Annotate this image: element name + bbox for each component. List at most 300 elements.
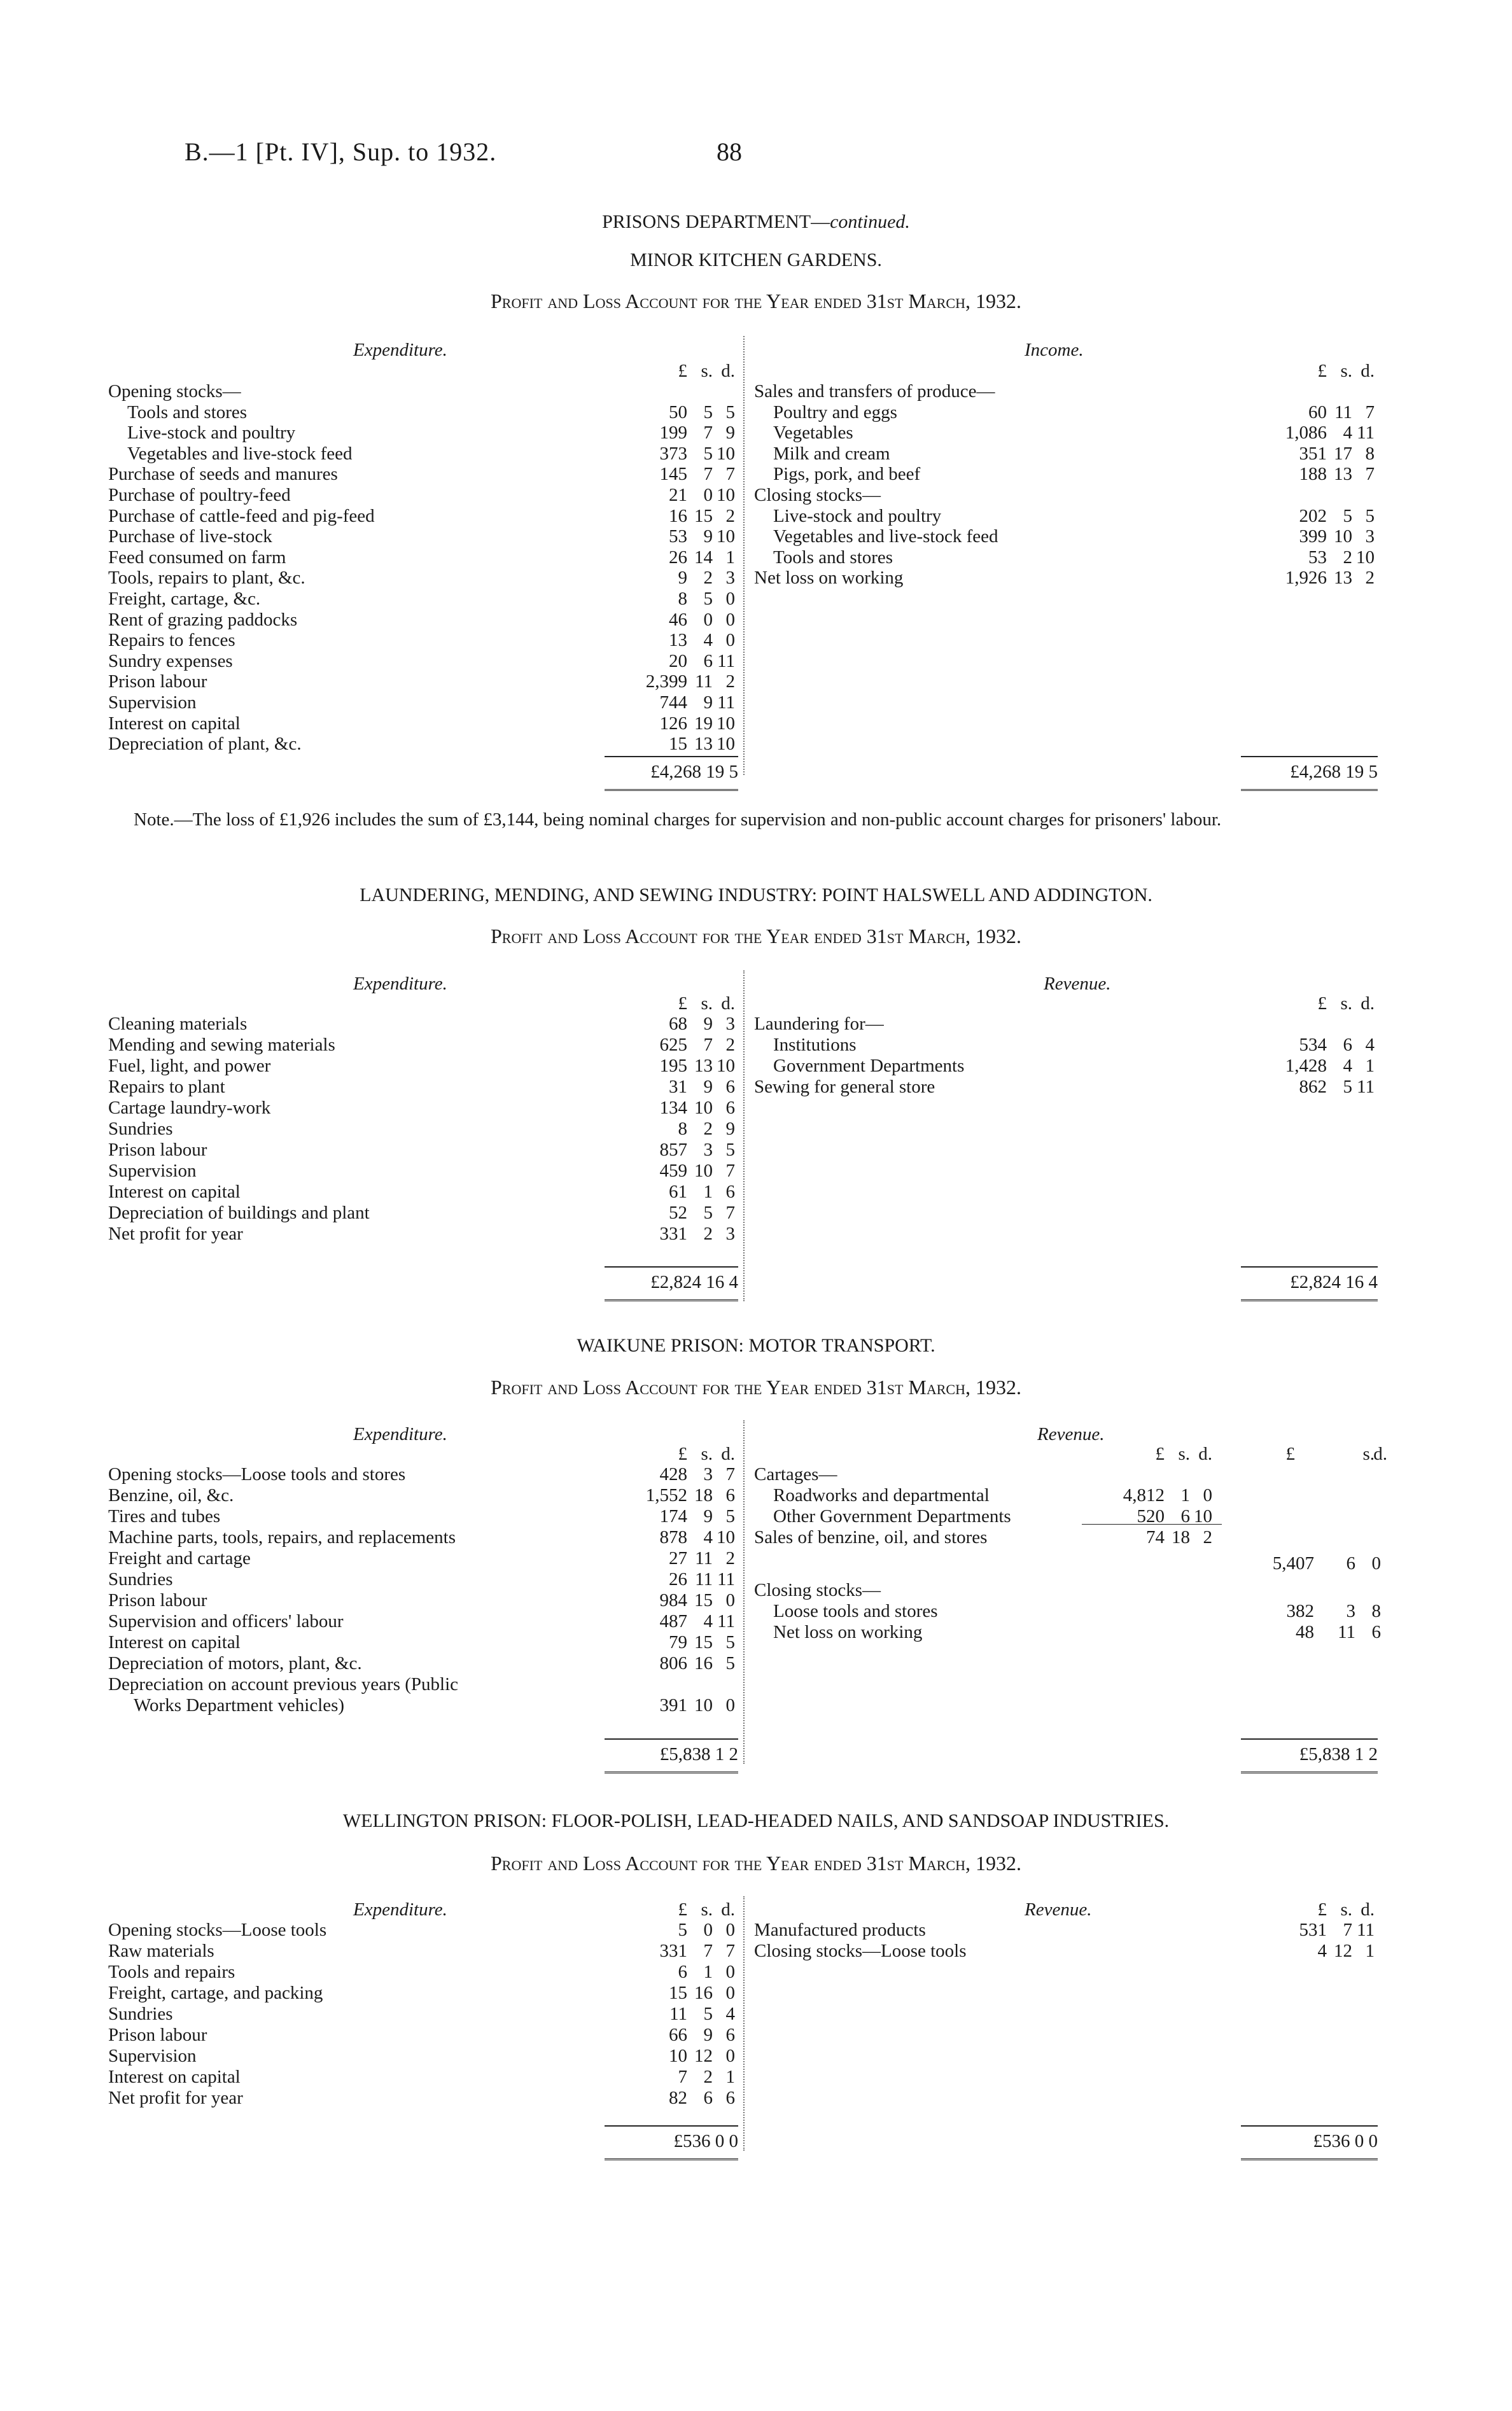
s4-exp-pence: 4	[725, 2004, 735, 2024]
s4-exp-pounds: 82	[669, 2088, 687, 2108]
s1-exp-row	[108, 733, 738, 755]
s2-exp-total: £2,824 16 4	[650, 1272, 738, 1292]
s3-rev-b-pence: 6	[1371, 1622, 1381, 1642]
s1-exp-row	[108, 609, 738, 631]
s1-exp-shillings: 9	[703, 692, 713, 713]
s3-exp-pounds: 26	[669, 1569, 687, 1590]
s1-inc-pence: 8	[1365, 443, 1375, 464]
s2-exp-pence: 6	[725, 1182, 735, 1202]
s1-exp-label: Interest on capital	[108, 713, 241, 734]
s1-exp-shillings: 6	[703, 650, 713, 671]
s1-exp-shillings: 9	[703, 526, 713, 547]
s4-exp-shillings: 7	[703, 1941, 713, 1961]
s1-inc-pounds: 1,926	[1285, 568, 1327, 589]
s4-divider	[743, 1896, 745, 2151]
s2-exp-shilling-head: s.	[701, 993, 713, 1014]
s1-exp-pounds: 50	[669, 402, 687, 423]
s4-rev-pence: 1	[1365, 1941, 1375, 1961]
s4-rev-lsd	[754, 1899, 1390, 1920]
s4-rev-rule	[1241, 2125, 1378, 2127]
s1-exp-pence: 10	[717, 443, 735, 464]
s1-inc-label: Net loss on working	[754, 568, 904, 589]
s2-exp-shillings: 13	[694, 1056, 713, 1076]
s2-exp-shillings: 10	[694, 1098, 713, 1118]
s4-exp-shillings: 2	[703, 2067, 713, 2087]
s3-exp-label: Machine parts, tools, repairs, and replacements	[108, 1527, 456, 1548]
s4-exp-row	[108, 1982, 738, 2004]
department-heading	[0, 211, 1512, 233]
s1-exp-shillings: 14	[694, 547, 713, 568]
s1-exp-row	[108, 402, 738, 423]
s3-exp-lsd	[108, 1443, 738, 1465]
s4-rev-pence: 11	[1357, 1920, 1375, 1940]
s2-exp-pounds: 857	[659, 1140, 687, 1160]
s3-exp-label: Depreciation of motors, plant, &c.	[108, 1653, 362, 1674]
s4-exp-label: Supervision	[108, 2046, 197, 2066]
s1-inc-pence: 7	[1365, 402, 1375, 423]
s2-exp-pounds: 459	[659, 1161, 687, 1181]
s3-rev-b-pence: 0	[1371, 1553, 1381, 1574]
s1-exp-row	[108, 671, 738, 692]
s3-title: WAIKUNE PRISON: MOTOR TRANSPORT.	[577, 1335, 935, 1356]
s4-rev-label: Closing stocks—Loose tools	[754, 1941, 967, 1961]
s2-exp-shillings: 1	[703, 1182, 713, 1202]
department-name: PRISONS DEPARTMENT—	[602, 211, 830, 232]
s4-exp-label: Opening stocks—Loose tools	[108, 1920, 327, 1940]
s1-exp-label: Supervision	[108, 692, 197, 713]
s1-exp-label: Depreciation of plant, &c.	[108, 734, 302, 755]
s1-inc-row	[754, 443, 1390, 465]
s3-exp-row	[108, 1464, 738, 1485]
s2-exp-label: Sundries	[108, 1119, 173, 1139]
s1-inc-shillings: 4	[1343, 423, 1352, 444]
s1-exp-shillings: 19	[694, 713, 713, 734]
s3-rev-label: Sales of benzine, oil, and stores	[754, 1527, 988, 1548]
s4-revenue-heading: Revenue.	[1025, 1899, 1092, 1920]
s3-rev-row	[754, 1506, 1390, 1527]
s3-rev-b-shilling-head: s.	[1362, 1444, 1375, 1464]
s4-exp-row	[108, 2066, 738, 2088]
s1-note: Note.—The loss of £1,926 includes the sum of £3,144, being nominal charges for supervision and non-public account charges for prisoners' labour.	[134, 809, 1222, 830]
s3-exp-shillings: 11	[695, 1548, 713, 1569]
s3-subtitle: Profit and Loss Account for the Year ended 31st March, 1932.	[491, 1376, 1021, 1399]
s3-exp-pence: 5	[725, 1653, 735, 1674]
s1-exp-shillings: 15	[694, 505, 713, 526]
s2-rev-pence: 1	[1365, 1056, 1375, 1076]
s1-exp-label: Sundry expenses	[108, 650, 233, 671]
s1-inc-label: Live-stock and poultry	[773, 505, 942, 526]
s3-exp-pence: 10	[717, 1527, 735, 1548]
s2-rev-label: Institutions	[773, 1035, 857, 1055]
s4-rev-total: £536 0 0	[1313, 2131, 1378, 2151]
s1-inc-label: Vegetables and live-stock feed	[773, 526, 998, 547]
s2-rev-row	[754, 1034, 1390, 1056]
s3-exp-row	[108, 1506, 738, 1527]
s3-exp-label: Sundries	[108, 1569, 173, 1590]
s1-divider	[743, 336, 745, 775]
s3-exp-row	[108, 1674, 738, 1695]
s4-exp-total: £536 0 0	[673, 2131, 738, 2151]
s4-exp-label: Prison labour	[108, 2025, 207, 2045]
s1-exp-pounds: 8	[678, 589, 687, 609]
s2-rev-shillings: 5	[1343, 1077, 1352, 1097]
s1-exp-label: Purchase of poultry-feed	[108, 485, 291, 505]
s1-exp-pence: 11	[717, 692, 735, 713]
s2-exp-pound-head: £	[678, 993, 687, 1014]
s3-exp-shillings: 4	[703, 1527, 713, 1548]
s4-exp-pounds: 6	[678, 1962, 687, 1982]
s3-rev-b-pounds: 5,407	[1272, 1553, 1314, 1574]
s1-exp-label: Tools and stores	[127, 402, 248, 423]
s3-rev-double-rule	[1241, 1772, 1378, 1773]
s1-exp-row	[108, 505, 738, 527]
s1-inc-pence: 5	[1365, 505, 1375, 526]
s3-exp-pounds: 27	[669, 1548, 687, 1569]
s3-exp-label: Supervision and officers' labour	[108, 1611, 344, 1632]
s1-inc-pounds: 60	[1308, 402, 1327, 423]
s3-rev-a-pence: 10	[1194, 1506, 1212, 1527]
s2-exp-shillings: 5	[703, 1203, 713, 1223]
s1-exp-pounds: 2,399	[645, 671, 687, 692]
s4-exp-pounds: 331	[659, 1941, 687, 1961]
s2-exp-row	[108, 1034, 738, 1056]
s2-divider	[743, 970, 745, 1301]
s1-exp-shilling-head: s.	[701, 361, 713, 381]
s4-exp-pence: 1	[725, 2067, 735, 2087]
s1-exp-label: Live-stock and poultry	[127, 423, 296, 444]
s1-exp-shillings: 4	[703, 630, 713, 651]
s4-exp-pence-head: d.	[721, 1899, 735, 1920]
s4-exp-shillings: 12	[694, 2046, 713, 2066]
s1-exp-pounds: 145	[659, 464, 687, 485]
s2-rev-pence: 4	[1365, 1035, 1375, 1055]
s3-exp-pence: 7	[725, 1464, 735, 1485]
s1-exp-shillings: 2	[703, 568, 713, 589]
s1-exp-label: Repairs to fences	[108, 630, 235, 651]
s3-rev-a-pence: 2	[1203, 1527, 1212, 1548]
s1-inc-pence: 11	[1357, 423, 1375, 444]
s2-exp-pounds: 8	[678, 1119, 687, 1139]
s3-exp-pence: 11	[717, 1611, 735, 1632]
s2-exp-pence: 7	[725, 1161, 735, 1181]
s3-exp-pounds: 79	[669, 1632, 687, 1653]
s1-inc-row	[754, 463, 1390, 485]
s1-inc-pounds: 399	[1299, 526, 1327, 547]
s1-exp-lsd	[108, 360, 738, 382]
s1-exp-shillings: 5	[703, 589, 713, 609]
s1-exp-pence: 7	[725, 464, 735, 485]
s1-exp-shillings: 7	[703, 464, 713, 485]
s2-exp-pounds: 195	[659, 1056, 687, 1076]
s4-exp-pence: 0	[725, 1983, 735, 2003]
s4-rev-shillings: 12	[1334, 1941, 1352, 1961]
page-number: 88	[717, 137, 742, 166]
s2-exp-row	[108, 1076, 738, 1098]
s3-exp-pounds: 984	[659, 1590, 687, 1611]
s2-exp-double-rule	[605, 1299, 738, 1301]
s4-exp-shillings: 9	[703, 2025, 713, 2045]
s4-rev-row	[754, 1919, 1390, 1941]
s3-rev-label: Cartages—	[754, 1464, 837, 1485]
s2-exp-label: Repairs to plant	[108, 1077, 225, 1097]
s1-exp-pounds: 373	[659, 443, 687, 464]
s2-rev-pounds: 534	[1299, 1035, 1327, 1055]
s1-exp-row	[108, 692, 738, 713]
s1-exp-row	[108, 526, 738, 547]
s1-inc-pence: 2	[1365, 568, 1375, 589]
s4-exp-pence: 7	[725, 1941, 735, 1961]
s2-rev-double-rule	[1241, 1299, 1378, 1301]
s1-inc-row	[754, 505, 1390, 527]
s1-exp-label: Purchase of seeds and manures	[108, 464, 338, 485]
s2-subtitle: Profit and Loss Account for the Year ended 31st March, 1932.	[491, 925, 1021, 947]
s1-inc-pence: 3	[1365, 526, 1375, 547]
s4-exp-label: Sundries	[108, 2004, 173, 2024]
page-header-ref: B.—1 [Pt. IV], Sup. to 1932.	[185, 137, 497, 166]
s4-title: WELLINGTON PRISON: FLOOR-POLISH, LEAD-HEADED NAILS, AND SANDSOAP INDUSTRIES.	[342, 1810, 1170, 1831]
s2-exp-pence: 10	[717, 1056, 735, 1076]
s1-exp-pence: 11	[717, 650, 735, 671]
s3-exp-row	[108, 1611, 738, 1632]
s1-exp-pounds: 9	[678, 568, 687, 589]
s1-inc-pounds: 351	[1299, 443, 1327, 464]
s1-inc-shillings: 13	[1334, 464, 1352, 485]
s4-exp-pence: 6	[725, 2088, 735, 2108]
s4-exp-row	[108, 1919, 738, 1941]
s2-exp-row	[108, 1181, 738, 1203]
s1-expenditure-heading: Expenditure.	[353, 340, 447, 360]
s3-divider	[743, 1420, 745, 1764]
s4-exp-pence: 0	[725, 2046, 735, 2066]
s1-exp-label: Freight, cartage, &c.	[108, 589, 261, 609]
s3-exp-pounds: 878	[659, 1527, 687, 1548]
s2-exp-label: Net profit for year	[108, 1224, 243, 1244]
s3-exp-row	[108, 1590, 738, 1611]
s3-expenditure-heading: Expenditure.	[353, 1424, 447, 1444]
s1-inc-label: Pigs, pork, and beef	[773, 464, 921, 485]
s1-inc-label: Closing stocks—	[754, 485, 881, 505]
s4-exp-pence: 6	[725, 2025, 735, 2045]
s4-exp-row	[108, 1961, 738, 1983]
s2-exp-rule	[605, 1266, 738, 1268]
s3-exp-pounds: 487	[659, 1611, 687, 1632]
s2-exp-shillings: 2	[703, 1119, 713, 1139]
s1-exp-pounds: 126	[659, 713, 687, 734]
s3-subtotal-rule	[1082, 1524, 1222, 1525]
s3-rev-label: Loose tools and stores	[773, 1601, 938, 1621]
s3-exp-row	[108, 1527, 738, 1548]
s1-inc-label: Tools and stores	[773, 547, 893, 568]
s1-exp-label: Prison labour	[108, 671, 207, 692]
s1-inc-label: Poultry and eggs	[773, 402, 897, 423]
s1-exp-label: Purchase of live-stock	[108, 526, 272, 547]
s1-exp-pence: 10	[717, 713, 735, 734]
s2-rev-pounds: 1,428	[1285, 1056, 1327, 1076]
s1-inc-row	[754, 402, 1390, 423]
s1-exp-pence: 0	[725, 609, 735, 630]
s4-exp-pounds: 7	[678, 2067, 687, 2087]
s3-exp-shillings: 15	[694, 1590, 713, 1611]
s4-exp-label: Tools and repairs	[108, 1962, 235, 1982]
s3-exp-label: Opening stocks—Loose tools and stores	[108, 1464, 406, 1485]
s1-inc-pounds: 202	[1299, 505, 1327, 526]
s1-exp-row	[108, 463, 738, 485]
s1-subtitle: Profit and Loss Account for the Year ended 31st March, 1932.	[491, 290, 1021, 312]
s2-exp-shillings: 10	[694, 1161, 713, 1181]
s2-exp-pence: 7	[725, 1203, 735, 1223]
s4-exp-pounds: 10	[669, 2046, 687, 2066]
s3-exp-pence: 5	[725, 1632, 735, 1653]
s4-exp-label: Raw materials	[108, 1941, 214, 1961]
s2-expenditure-heading: Expenditure.	[353, 974, 447, 994]
s1-exp-pounds: 16	[669, 505, 687, 526]
s3-rev-a-shillings: 18	[1172, 1527, 1190, 1548]
s2-rev-shillings: 4	[1343, 1056, 1352, 1076]
s1-exp-pence: 10	[717, 485, 735, 505]
department-continued: continued.	[830, 211, 910, 232]
s2-exp-label: Fuel, light, and power	[108, 1056, 271, 1076]
s1-exp-label: Rent of grazing paddocks	[108, 609, 298, 630]
s4-exp-shilling-head: s.	[701, 1899, 713, 1920]
s3-exp-pence: 11	[717, 1569, 735, 1590]
s3-rev-row	[754, 1527, 1390, 1548]
s1-exp-pounds: 15	[669, 734, 687, 755]
s1-inc-pounds: 1,086	[1285, 423, 1327, 444]
s3-exp-label: Prison labour	[108, 1590, 207, 1611]
s4-exp-pounds: 5	[678, 1920, 687, 1940]
s3-exp-shillings: 11	[695, 1569, 713, 1590]
s2-rev-label: Government Departments	[773, 1056, 965, 1076]
s2-exp-pounds: 68	[669, 1014, 687, 1034]
s2-exp-row	[108, 1013, 738, 1035]
s2-exp-pence: 3	[725, 1014, 735, 1034]
s2-exp-pence: 5	[725, 1140, 735, 1160]
s2-exp-row	[108, 1202, 738, 1224]
s3-rev-b-pound-head: £	[1285, 1444, 1295, 1464]
s1-exp-label: Vegetables and live-stock feed	[127, 443, 353, 464]
s1-inc-row	[754, 547, 1390, 568]
s4-exp-shillings: 5	[703, 2004, 713, 2024]
s3-exp-pence: 0	[725, 1590, 735, 1611]
s3-exp-pounds: 806	[659, 1653, 687, 1674]
s1-exp-label: Purchase of cattle-feed and pig-feed	[108, 505, 375, 526]
s3-rev-row	[754, 1600, 1390, 1622]
s4-exp-label: Interest on capital	[108, 2067, 241, 2087]
s3-exp-row	[108, 1485, 738, 1506]
s1-exp-shillings: 11	[695, 671, 713, 692]
s3-exp-row	[108, 1569, 738, 1590]
s1-exp-pounds: 53	[669, 526, 687, 547]
s1-exp-pence: 9	[725, 423, 735, 444]
s3-exp-row	[108, 1653, 738, 1674]
s2-rev-row	[754, 1055, 1390, 1077]
s3-exp-row	[108, 1548, 738, 1569]
s2-rev-row	[754, 1076, 1390, 1098]
s3-exp-pence: 0	[725, 1695, 735, 1716]
s3-rev-b-shillings: 11	[1338, 1622, 1355, 1642]
s1-exp-total: £4,268 19 5	[650, 762, 738, 782]
s3-exp-pence: 5	[725, 1506, 735, 1527]
s1-exp-pounds: 20	[669, 650, 687, 671]
s2-exp-row	[108, 1118, 738, 1140]
s4-rev-shilling-head: s.	[1340, 1899, 1352, 1920]
s3-exp-label: Works Department vehicles)	[134, 1695, 345, 1716]
s3-rev-row	[754, 1579, 1390, 1601]
s2-rev-total: £2,824 16 4	[1290, 1272, 1378, 1292]
s2-exp-pounds: 625	[659, 1035, 687, 1055]
s3-exp-row	[108, 1695, 738, 1716]
s3-rev-b-pence: 8	[1371, 1601, 1381, 1621]
s3-exp-shillings: 18	[694, 1485, 713, 1506]
s3-rev-a-pence: 0	[1203, 1485, 1212, 1506]
s1-exp-pence-head: d.	[721, 361, 735, 381]
s4-rev-pence-head: d.	[1361, 1899, 1375, 1920]
s1-exp-row	[108, 588, 738, 610]
s4-exp-row	[108, 2087, 738, 2109]
s1-exp-pence: 10	[717, 526, 735, 547]
s3-rev-b-shillings: 6	[1346, 1553, 1355, 1574]
s1-exp-pence: 2	[725, 671, 735, 692]
s3-rev-label: Roadworks and departmental	[773, 1485, 990, 1506]
s1-exp-pence: 0	[725, 630, 735, 651]
s4-exp-label: Freight, cartage, and packing	[108, 1983, 323, 2003]
s2-exp-shillings: 7	[703, 1035, 713, 1055]
s4-exp-row	[108, 2024, 738, 2046]
s1-exp-pound-head: £	[678, 361, 687, 381]
s1-inc-shillings: 17	[1334, 443, 1352, 464]
s3-rev-b-pounds: 48	[1296, 1622, 1314, 1642]
s1-inc-double-rule	[1241, 789, 1378, 791]
s4-exp-row	[108, 1940, 738, 1962]
s2-exp-label: Depreciation of buildings and plant	[108, 1203, 370, 1223]
s4-rev-pound-head: £	[1317, 1899, 1327, 1920]
s3-exp-shillings: 15	[694, 1632, 713, 1653]
s1-exp-label: Feed consumed on farm	[108, 547, 286, 568]
s2-exp-shillings: 2	[703, 1224, 713, 1244]
s2-rev-pence-head: d.	[1361, 993, 1375, 1014]
s3-exp-shillings: 16	[694, 1653, 713, 1674]
s4-exp-row	[108, 2003, 738, 2025]
s3-rev-row	[754, 1485, 1390, 1506]
s3-exp-rule	[605, 1738, 738, 1740]
s2-rev-pounds: 862	[1299, 1077, 1327, 1097]
s1-exp-shillings: 0	[703, 609, 713, 630]
s2-exp-pence: 9	[725, 1119, 735, 1139]
s1-inc-shillings: 5	[1343, 505, 1352, 526]
s2-rev-label: Sewing for general store	[754, 1077, 935, 1097]
s3-exp-shillings: 4	[703, 1611, 713, 1632]
s3-exp-shillings: 3	[703, 1464, 713, 1485]
s3-exp-label: Tires and tubes	[108, 1506, 221, 1527]
s2-exp-label: Cleaning materials	[108, 1014, 248, 1034]
s1-inc-shillings: 10	[1334, 526, 1352, 547]
s1-exp-pence: 10	[717, 734, 735, 755]
s4-exp-pounds: 15	[669, 1983, 687, 2003]
s1-exp-pence: 3	[725, 568, 735, 589]
s2-revenue-heading: Revenue.	[1044, 974, 1111, 994]
s2-exp-label: Cartage laundry-work	[108, 1098, 271, 1118]
s1-exp-label: Opening stocks—	[108, 381, 241, 402]
s1-exp-pounds: 13	[669, 630, 687, 651]
s1-inc-label: Vegetables	[773, 423, 853, 444]
s4-rev-double-rule	[1241, 2158, 1378, 2160]
s1-exp-pounds: 26	[669, 547, 687, 568]
s4-exp-rule	[605, 2125, 738, 2127]
s1-inc-row	[754, 567, 1390, 589]
s4-exp-label: Net profit for year	[108, 2088, 243, 2108]
s2-exp-row	[108, 1223, 738, 1245]
s2-exp-pence: 6	[725, 1098, 735, 1118]
